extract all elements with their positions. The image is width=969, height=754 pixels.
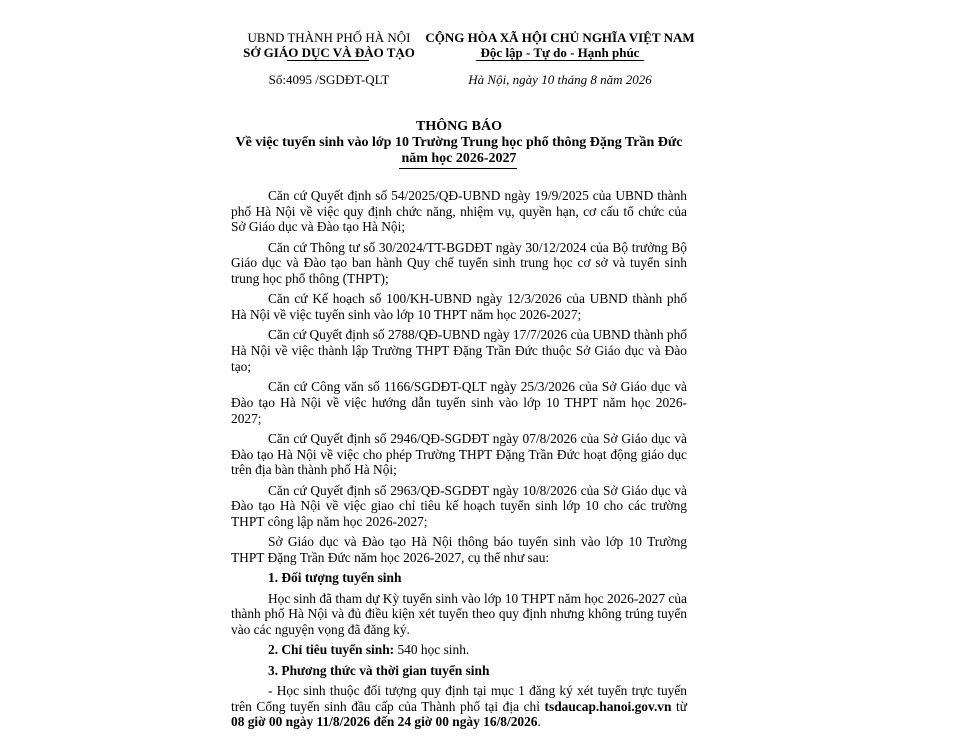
department-name: SỞ GIÁO DỤC VÀ ĐÀO TẠO <box>243 45 415 60</box>
national-title: CỘNG HÒA XÃ HỘI CHỦ NGHĨA VIỆT NAM <box>425 30 695 45</box>
legal-basis-7: Căn cứ Quyết định số 2963/QĐ-SGDĐT ngày 10/8/2026 của Sở Giáo dục và Đào tạo Hà Nội về việc giao chỉ tiêu kế hoạch tuyển sinh lớp 10 cho các trường THPT công lập năm học 2026-2027; <box>231 482 687 529</box>
notice-title: THÔNG BÁO <box>416 119 502 134</box>
section3-text-before: - Học sinh thuộc đối tượng quy định tại mục 1 đăng ký xét tuyển trực tuyến trên Cổng tuyển sinh đầu cấp của Thành phố tại địa chỉ <box>231 682 687 714</box>
section1-heading: 1. Đối tượng tuyển sinh <box>268 570 402 586</box>
legal-basis-5: Căn cứ Công văn số 1166/SGDĐT-QLT ngày 25/3/2026 của Sở Giáo dục và Đào tạo Hà Nội về việc hướng dẫn tuyển sinh vào lớp 10 THPT năm học 2026-2027; <box>231 379 687 426</box>
document-body <box>231 188 687 730</box>
section1-text: Học sinh đã tham dự Kỳ tuyển sinh vào lớp 10 THPT năm học 2026-2027 của thành phố Hà Nội và đủ điều kiện xét tuyển theo quy định nhưng không trúng tuyển vào các nguyện vọng đã đăng ký. <box>231 590 687 637</box>
document-number: Số:4095 /SGDĐT-QLT <box>268 72 390 87</box>
motto-underline <box>476 60 644 61</box>
legal-basis-3: Căn cứ Kế hoạch số 100/KH-UBND ngày 12/3/2026 của UBND thành phố Hà Nội về việc tuyển sinh vào lớp 10 THPT năm học 2026-2027; <box>231 291 687 323</box>
section3-text-mid: từ <box>671 698 687 714</box>
title-underline <box>399 168 517 169</box>
national-motto: Độc lập - Tự do - Hạnh phúc <box>480 45 640 60</box>
announcement-intro: Sở Giáo dục và Đào tạo Hà Nội thông báo tuyển sinh vào lớp 10 Trường THPT Đặng Trần Đức năm học 2026-2027, cụ thể như sau: <box>231 534 687 565</box>
section2 <box>231 642 687 658</box>
legal-basis-4: Căn cứ Quyết định số 2788/QĐ-UBND ngày 17/7/2026 của UBND thành phố Hà Nội về việc thành lập Trường THPT Đặng Trần Đức thuộc Sở Giáo dục và Đào tạo; <box>231 327 687 374</box>
section3-text <box>231 683 687 730</box>
legal-basis-2: Căn cứ Thông tư số 30/2024/TT-BGDĐT ngày 30/12/2024 của Bộ trưởng Bộ Giáo dục và Đào tạo ban hành Quy chế tuyển sinh trung học cơ sở và tuyển sinh trung học phổ thông (THPT); <box>231 239 687 287</box>
notice-subject-line1: Về việc tuyển sinh vào lớp 10 Trường Trung học phổ thông Đặng Trần Đức <box>235 135 683 150</box>
section3-text-end: . <box>537 714 541 730</box>
section2-text: 540 học sinh. <box>394 642 470 658</box>
notice-subject-line2: năm học 2026-2027 <box>401 151 517 166</box>
section3-heading: 3. Phương thức và thời gian tuyển sinh <box>268 662 490 678</box>
header-left-underline <box>287 60 369 61</box>
section2-heading: 2. Chỉ tiêu tuyển sinh: <box>268 642 395 658</box>
legal-basis-1: Căn cứ Quyết định số 54/2025/QĐ-UBND ngày 19/9/2025 của UBND thành phố Hà Nội về việc quy định chức năng, nhiệm vụ, quyền hạn, cơ cấu tổ chức của Sở Giáo dục và Đào tạo Hà Nội; <box>231 188 687 235</box>
registration-period: 08 giờ 00 ngày 11/8/2026 đến 24 giờ 00 ngày 16/8/2026 <box>231 714 538 730</box>
legal-basis-6: Căn cứ Quyết định số 2946/QĐ-SGDĐT ngày 07/8/2026 của Sở Giáo dục và Đào tạo Hà Nội về việc cho phép Trường THPT Đặng Trần Đức hoạt động giáo dục trên địa bàn thành phố Hà Nội; <box>231 430 687 478</box>
registration-url: tsdaucap.hanoi.gov.vn <box>544 698 672 714</box>
agency-name: UBND THÀNH PHỐ HÀ NỘI <box>247 30 411 45</box>
document-date: Hà Nội, ngày 10 tháng 8 năm 2026 <box>468 72 652 87</box>
